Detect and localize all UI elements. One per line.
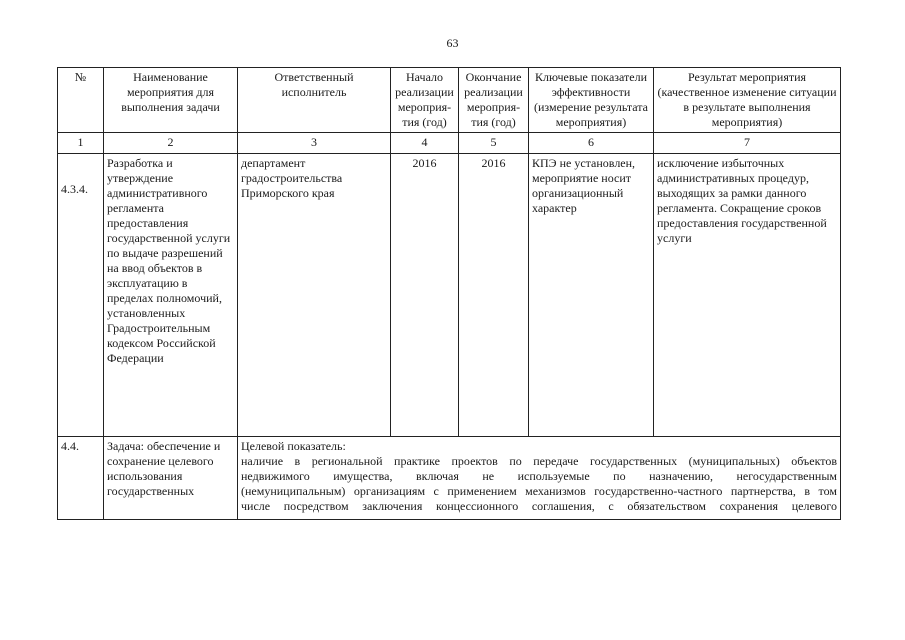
header-activity-name: Наименование мероприятия для выполнения задачи — [104, 68, 238, 133]
table-header-row — [58, 68, 841, 133]
header-kpi: Ключевые показатели эффективности (измерение результата мероприятия) — [529, 68, 654, 133]
target-indicator-label: Целевой показатель: — [241, 439, 346, 453]
executor: департамент градостроительства Приморского края — [238, 154, 391, 437]
activities-table — [57, 67, 841, 520]
end-year: 2016 — [459, 154, 529, 437]
column-number: 7 — [654, 133, 841, 154]
target-indicator-line: числе посредством заключения концессионного соглашения, с обязательством сохранения целевого — [241, 499, 837, 513]
header-executor: Ответственный исполнитель — [238, 68, 391, 133]
start-year: 2016 — [391, 154, 459, 437]
kpi-text: КПЭ не установлен, мероприятие носит организационный характер — [529, 154, 654, 437]
column-number: 5 — [459, 133, 529, 154]
target-indicator-line: (немуниципальным) организациям с применением механизмов государственно-частного партнерства, в том — [241, 484, 837, 498]
page-number: 63 — [446, 36, 459, 50]
table-row — [58, 437, 841, 520]
column-number-row — [58, 133, 841, 154]
result-text: исключение избыточных административных процедур, выходящих за рамки данного регламента. Сокращение сроков предоставления государственной услуги — [654, 154, 841, 437]
row-number: 4.4. — [58, 437, 104, 520]
column-number: 1 — [58, 133, 104, 154]
target-indicator-line: наличие в региональной практике проектов по передаче государственных (муниципальных) объектов — [241, 454, 837, 468]
column-number: 2 — [104, 133, 238, 154]
table-row — [58, 154, 841, 437]
row-number: 4.3.4. — [58, 154, 104, 437]
header-number: № — [58, 68, 104, 133]
column-number: 4 — [391, 133, 459, 154]
target-indicator-cell — [238, 437, 841, 520]
column-number: 3 — [238, 133, 391, 154]
task-text: Задача: обеспечение и сохранение целевого использования государственных — [104, 437, 238, 520]
header-result: Результат мероприятия (качественное изменение ситуации в результате выполнения мероприятия) — [654, 68, 841, 133]
activity-name: Разработка и утверждение административного регламента предоставления государственной услуги по выдаче разрешений на ввод объектов в эксплуатацию в пределах полномочий, установленных Градостроительным кодексом Российской Федерации — [104, 154, 238, 437]
column-number: 6 — [529, 133, 654, 154]
target-indicator-line: недвижимого имущества, включая не используемые по назначению, негосударственным — [241, 469, 837, 483]
header-end-year: Окончание реализации мероприя-тия (год) — [459, 68, 529, 133]
header-start-year: Начало реализации мероприя-тия (год) — [391, 68, 459, 133]
